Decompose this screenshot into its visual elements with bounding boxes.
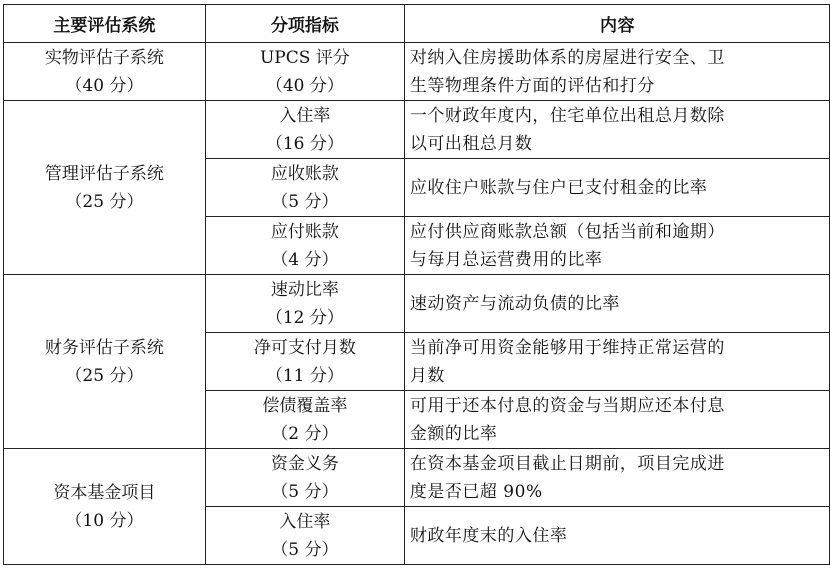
header-system: 主要评估系统	[4, 5, 206, 43]
system-name: 管理评估子系统	[44, 163, 164, 184]
content-line: 在资本基金项目截止日期前，项目完成进	[409, 453, 725, 474]
content-line: 月数	[409, 365, 445, 386]
indicator-score: （16 分）	[265, 133, 344, 154]
content-line: 与每月总运营费用的比率	[409, 249, 603, 270]
content-cell	[404, 217, 829, 275]
system-name: 实物评估子系统	[44, 47, 164, 68]
indicator-cell	[205, 449, 404, 507]
content-line: 可用于还本付息的资金与当期应还本付息	[409, 395, 725, 416]
content-line: 应付供应商账款总额（包括当前和逾期）	[409, 221, 725, 242]
content-line: 速动资产与流动负债的比率	[409, 293, 620, 314]
table-row	[4, 449, 830, 507]
indicator-cell	[205, 101, 404, 159]
header-content: 内容	[404, 5, 829, 43]
indicator-score: （4 分）	[271, 249, 339, 270]
indicator-score: （40 分）	[265, 75, 344, 96]
content-cell	[404, 391, 829, 449]
system-score: （10 分）	[65, 510, 144, 531]
indicator-name: 应收账款	[270, 163, 339, 184]
content-cell	[404, 43, 829, 101]
content-cell	[404, 275, 829, 333]
content-line: 财政年度末的入住率	[409, 525, 568, 546]
content-line: 应收住户账款与住户已支付租金的比率	[409, 177, 708, 198]
content-cell	[404, 507, 829, 565]
indicator-cell	[205, 333, 404, 391]
content-cell	[404, 101, 829, 159]
content-line: 一个财政年度内，住宅单位出租总月数除	[409, 105, 725, 126]
indicator-cell	[205, 507, 404, 565]
indicator-score: （5 分）	[271, 539, 339, 560]
system-cell	[4, 101, 206, 275]
indicator-name: 偿债覆盖率	[262, 395, 348, 416]
system-cell	[4, 275, 206, 449]
table-row	[4, 101, 830, 159]
indicator-name: UPCS 评分	[259, 47, 350, 68]
content-cell	[404, 449, 829, 507]
indicator-name: 入住率	[279, 511, 331, 532]
content-line: 以可出租总月数	[409, 133, 533, 154]
indicator-cell	[205, 391, 404, 449]
content-cell	[404, 333, 829, 391]
system-score: （25 分）	[65, 365, 144, 386]
indicator-name: 净可支付月数	[253, 337, 356, 358]
indicator-score: （5 分）	[271, 191, 339, 212]
system-score: （25 分）	[65, 191, 144, 212]
system-score: （40 分）	[65, 75, 144, 96]
indicator-name: 应付账款	[270, 221, 339, 242]
system-cell	[4, 43, 206, 101]
header-indicator: 分项指标	[205, 5, 404, 43]
indicator-name: 入住率	[279, 105, 331, 126]
indicator-cell	[205, 217, 404, 275]
content-cell	[404, 159, 829, 217]
system-name: 资本基金项目	[53, 482, 156, 503]
system-name: 财务评估子系统	[44, 337, 164, 358]
indicator-name: 资金义务	[270, 453, 339, 474]
table-header-row	[4, 5, 830, 43]
indicator-cell	[205, 275, 404, 333]
evaluation-table	[3, 4, 830, 565]
content-line: 当前净可用资金能够用于维持正常运营的	[409, 337, 725, 358]
indicator-name: 速动比率	[270, 279, 339, 300]
indicator-score: （5 分）	[271, 481, 339, 502]
system-cell	[4, 449, 206, 565]
indicator-score: （12 分）	[265, 307, 344, 328]
table-row	[4, 43, 830, 101]
content-line: 度是否已超 90%	[409, 481, 543, 502]
table-row	[4, 275, 830, 333]
content-line: 生等物理条件方面的评估和打分	[409, 75, 655, 96]
indicator-score: （2 分）	[271, 423, 339, 444]
content-line: 对纳入住房援助体系的房屋进行安全、卫	[409, 47, 725, 68]
indicator-score: （11 分）	[265, 365, 344, 386]
indicator-cell	[205, 43, 404, 101]
indicator-cell	[205, 159, 404, 217]
content-line: 金额的比率	[409, 423, 498, 444]
